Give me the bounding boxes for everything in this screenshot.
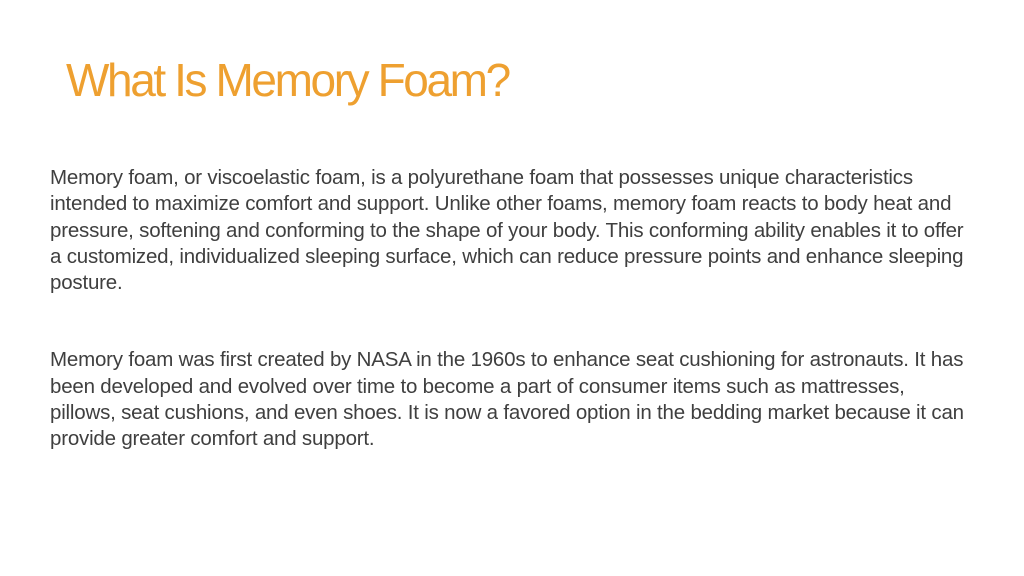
- slide-title: What Is Memory Foam?: [66, 54, 509, 106]
- paragraph-history: Memory foam was first created by NASA in the 1960s to enhance seat cushioning for astronauts. It has been developed and evolved over time to become a part of consumer items such as mattresses, pillows, seat cushions, and even shoes. It is now a favored option in the bedding market because it can provide greater comfort and support.: [50, 348, 964, 451]
- paragraph-definition: Memory foam, or viscoelastic foam, is a polyurethane foam that possesses unique characteristics intended to maximize comfort and support. Unlike other foams, memory foam reacts to body heat and pressure, softening and conforming to the shape of your body. This conforming ability enables it to offer a customized, individualized sleeping surface, which can reduce pressure points and enhance sleeping posture.: [50, 166, 964, 295]
- slide-body: [50, 165, 970, 504]
